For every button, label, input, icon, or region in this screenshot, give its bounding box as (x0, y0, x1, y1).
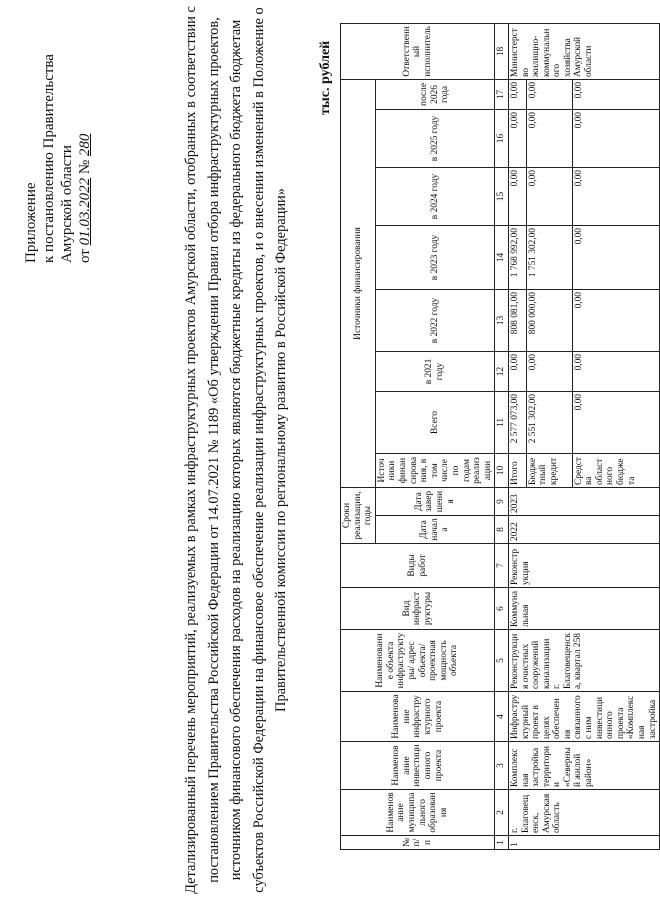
header-start: Дата начала (375, 516, 495, 544)
sub-2024: 0,00 (508, 168, 526, 226)
approval-line-3: Амурской области (59, 145, 75, 263)
colnum: 10 (495, 454, 509, 488)
approval-block (22, 33, 94, 263)
sub-total: 0,00 (572, 392, 660, 454)
projects-table (340, 23, 660, 850)
date-value: 01.03.2022 (77, 177, 93, 246)
header-work-type: Виды работ (341, 544, 495, 588)
sub-2022: 808 081,00 (508, 290, 526, 352)
header-investment-project: Наименование инвестиционного проекта (341, 742, 495, 790)
header-num: № п/п (341, 836, 495, 850)
sub-2021: 0,00 (508, 352, 526, 392)
row-municipality: г. Благовещенск, Амурская область (508, 790, 659, 836)
sub-source: Средства областного бюджета (572, 454, 660, 488)
approval-line-2: к постановлению Правительства (41, 54, 57, 263)
colnum: 6 (495, 588, 509, 630)
number-prefix: № (77, 159, 93, 175)
sub-after-2026: 0,00 (508, 79, 526, 109)
colnum: 5 (495, 630, 509, 692)
units-label: тыс. рублей (318, 40, 333, 115)
colnum: 13 (495, 290, 509, 352)
colnum: 17 (495, 79, 509, 109)
colnum: 11 (495, 392, 509, 454)
header-2023: в 2023 году (375, 226, 495, 290)
sub-after-2026: 0,00 (526, 79, 572, 109)
sub-2022: 800 000,00 (526, 290, 572, 352)
colnum: 1 (495, 836, 509, 850)
colnum: 9 (495, 488, 509, 516)
row-infra-project: Инфраструктурный проект в целях обеспечения связанного с ним инвестиционного проекта «Комплексная застройка (508, 692, 659, 742)
sub-2024: 0,00 (572, 168, 660, 226)
approval-line-1: Приложение (23, 182, 39, 263)
header-municipality: Наименование муниципального образования (341, 790, 495, 836)
sub-total: 2 577 073,00 (508, 392, 526, 454)
colnum: 2 (495, 790, 509, 836)
colnum: 3 (495, 742, 509, 790)
header-infra-object: Наименование объекта инфраструктуры/ адрес объекта/ проектная мощность объекта (341, 630, 495, 692)
row-infra-object: Реконструкция очистных сооружений канализации г. Благовещенска, квартал 258 (508, 630, 659, 692)
row-work-type: Реконструкция (508, 544, 659, 588)
header-2025: в 2025 году (375, 110, 495, 168)
header-infra-type: Вид инфраструктуры (341, 588, 495, 630)
header-2021: в 2021 году (375, 352, 495, 392)
sub-2025: 0,00 (508, 110, 526, 168)
row-responsible: Министерство жилищно-коммунального хозяйства Амурской области (508, 23, 659, 79)
sub-source: Бюджетный кредит (526, 454, 572, 488)
document-title: Детализированный перечень мероприятий, реализуемых в рамках инфраструктурных проектов Амурской области, отобранных в соответствии с постановлением Правительства Российской Федерации от 14.07.2021 № 1189 «Об утверждении Правил отбора инфраструктурных проектов, источником финансового обеспечения расходов на реализацию которых являются бюджетные кредиты из федерального бюджета бюджетам субъектов Российской Федерации на финансовое обеспечение реализации инфраструктурных проектов, и о внесении изменений в Положение о Правительственной комиссии по региональному развитию в Российской Федерации» (183, 6, 289, 894)
colnum: 8 (495, 516, 509, 544)
colnum: 4 (495, 692, 509, 742)
sub-2025: 0,00 (572, 110, 660, 168)
row-start: 2022 (508, 516, 659, 544)
header-after-2026: после 2026 года (375, 79, 495, 109)
header-sources: Источники финансирования, в том числе по годам реализации (375, 454, 495, 488)
row-investment-project: Комплексная застройка территории «Северный жилой район» (508, 742, 659, 790)
header-end: Дата завершения (375, 488, 495, 516)
header-responsible: Ответственный исполнитель (341, 23, 495, 79)
sub-after-2026: 0,00 (572, 79, 660, 109)
colnum: 18 (495, 23, 509, 79)
header-terms: Сроки реализации, годы (341, 488, 376, 544)
colnum: 16 (495, 110, 509, 168)
number-value: 280 (77, 133, 93, 157)
sub-source: Итого (508, 454, 526, 488)
header-infra-project: Наименование инфраструктурного проекта (341, 692, 495, 742)
sub-2025: 0,00 (526, 110, 572, 168)
colnum: 7 (495, 544, 509, 588)
column-numbers-row (495, 23, 509, 849)
table-row (508, 23, 526, 849)
colnum: 14 (495, 226, 509, 290)
row-num: 1 (508, 836, 659, 850)
sub-2023: 0,00 (572, 226, 660, 290)
header-2024: в 2024 году (375, 168, 495, 226)
sub-2022: 0,00 (572, 290, 660, 352)
sub-total: 2 551 302,00 (526, 392, 572, 454)
header-total: Всего (375, 392, 495, 454)
header-2022: в 2022 году (375, 290, 495, 352)
row-end: 2023 (508, 488, 659, 516)
sub-2024: 0,00 (526, 168, 572, 226)
sub-2021: 0,00 (526, 352, 572, 392)
row-infra-type: Коммунальная (508, 588, 659, 630)
colnum: 15 (495, 168, 509, 226)
colnum: 12 (495, 352, 509, 392)
approval-date-line (76, 33, 94, 263)
sub-2023: 1 768 992,00 (508, 226, 526, 290)
sub-2021: 0,00 (572, 352, 660, 392)
date-prefix: от (77, 249, 93, 263)
header-financing: Источники финансирования (341, 79, 376, 487)
sub-2023: 1 751 302,00 (526, 226, 572, 290)
